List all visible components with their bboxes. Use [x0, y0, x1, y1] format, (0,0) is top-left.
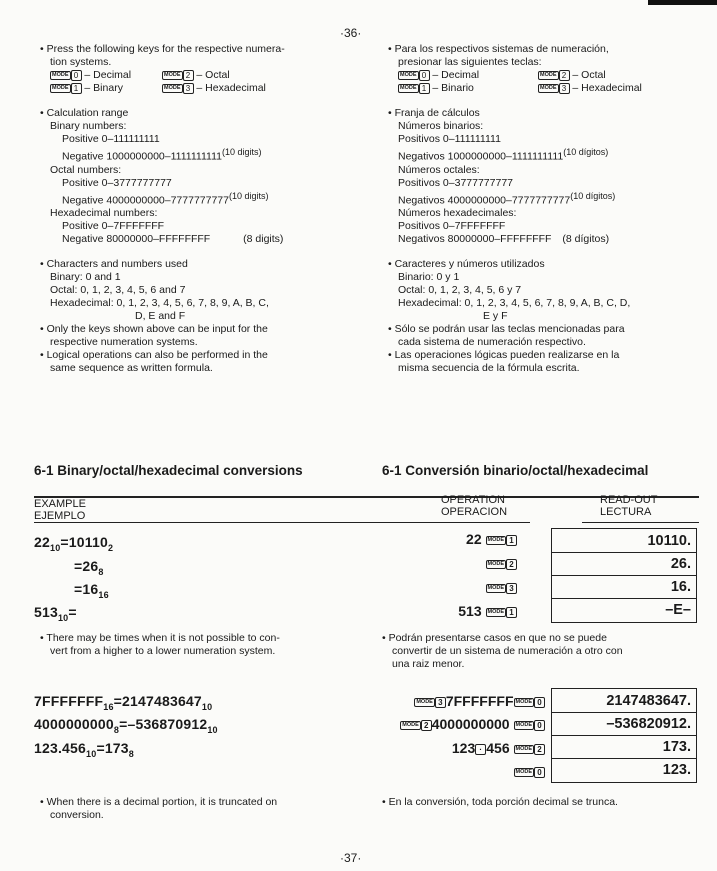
note-en: • When there is a decimal portion, it is truncated on conversion. [40, 796, 278, 821]
key-3: 3 [183, 83, 194, 94]
example-row: $513_{10}=$ [34, 604, 77, 623]
left-column: • Press the following keys for the respective numera- tion systems. MODE 0 – Decimal MODE 2 – Octal MODE 1 – Binary MODE 3 – Hexadecimal • Calculation range Binary numbers: Positive 0–111111111 Negative $1000000000-1111111111^{(10 digits)}$ Octal numbers: Positive 0–3777777777 Negative $4000000000-7777777777^{(10 digits)}$ Hexadecimal numbers: Positive 0–7FFFFFFF Negative 80000000–FFFFFFFF (8 digits) • Characters and numbers used Binary: 0 and 1 Octal: 0, 1, 2, 3, 4, 5, 6 and 7 Hexadecimal: 0, 1, 2, 3, 4, 5, 6, 7, 8, 9, A, B, C, D, E and F • Only the keys shown above can be input for the respective numeration systems. • Logical operations can also be performed in the same sequence as written formula. [40, 43, 360, 387]
col-readout: READ-OUT LECTURA [600, 494, 658, 518]
text: cada sistema de numeración respectivo. [398, 336, 586, 348]
key-0: 0 [71, 70, 82, 81]
mode-key: MODE [400, 71, 417, 78]
operation-cell: MODE 2 4000000000 MODE 0 [400, 716, 545, 732]
readout-value: –E– [665, 602, 691, 618]
text: (8 digits) [243, 233, 284, 245]
text: Characters and numbers used [46, 258, 188, 270]
page-edge-bar [648, 0, 717, 5]
example-row: $=26_8$ [74, 558, 104, 577]
text: (10 digits) [221, 147, 262, 157]
text: – Decimal [84, 69, 132, 81]
key-1: 1 [419, 83, 430, 94]
operation-cell: 513 MODE 1 [458, 603, 517, 619]
example-row: $4000000000_8=-536870912_{10}$ [34, 716, 218, 735]
text: Negative 1000000000–1111111111 [62, 150, 222, 163]
operation-cell: 22 MODE 1 [466, 531, 517, 547]
readout-value: 123. [662, 762, 691, 778]
text: (10 dígitos) [563, 147, 609, 157]
text: Positive 0–3777777777 [62, 176, 172, 189]
text: D, E and F [135, 310, 186, 322]
key-2: 2 [183, 70, 194, 81]
text: (10 digits) [229, 190, 269, 201]
text: 0, 1, 2, 3, 4, 5, 6, 7, 8, 9, A, B, C, D, [464, 297, 631, 309]
col-operation: OPERATION OPERACION [441, 494, 508, 518]
text: Positive 0–111111111 [62, 133, 160, 145]
text: 0, 1, 2, 3, 4, 5, 6, 7, 8, 9, A, B, C, [116, 297, 269, 309]
text: Hexadecimal numbers: [50, 207, 158, 219]
text: Negativos 1000000000–1111111111 [398, 150, 564, 163]
text: E y F [483, 310, 508, 322]
table-header-rule-2 [582, 522, 699, 523]
text: – Hexadecimal [572, 82, 642, 94]
text: Negative 80000000–FFFFFFFF [62, 233, 211, 245]
text: – Binario [432, 82, 474, 94]
example-row: $123.456_{10}=173_8$ [34, 740, 134, 759]
text: Positivos 0–7FFFFFFF [398, 220, 506, 232]
text: misma secuencia de la fórmula escrita. [398, 362, 580, 374]
key-0: 0 [419, 70, 430, 81]
text: Octal: 0, 1, 2, 3, 4, 5, 6 y 7 [398, 284, 522, 296]
text: respective numeration systems. [50, 336, 198, 348]
page-number-top: ·36· [340, 26, 362, 40]
readout-value: –536820912. [552, 713, 696, 736]
text: Negativos 4000000000–7777777777 [398, 194, 571, 206]
example-row: $7FFFFFFF_{16}=2147483647_{10}$ [34, 693, 213, 712]
section-title-es: 6-1 Conversión binario/octal/hexadecimal [382, 463, 649, 478]
text: – Octal [196, 69, 230, 81]
text: Positivos 0–111111111 [398, 133, 501, 145]
text: Logical operations can also be performed in the [46, 349, 268, 361]
text: Franja de cálculos [394, 107, 480, 119]
note-es: • En la conversión, toda porción decimal se trunca. [382, 796, 618, 808]
operation-cell: MODE 2 [486, 555, 518, 571]
readout-box [551, 688, 697, 783]
key-3: 3 [559, 83, 570, 94]
page-number-bottom: ·37· [340, 851, 362, 865]
mode-key: MODE [164, 71, 181, 78]
col-example: EXAMPLE EJEMPLO [34, 498, 86, 522]
mode-key: MODE [540, 71, 557, 78]
readout-value: 16. [552, 576, 696, 599]
text: – Hexadecimal [196, 82, 266, 94]
text: – Binary [84, 82, 123, 94]
text: Las operaciones lógicas pueden realizarse en la [394, 349, 620, 361]
text: Para los respectivos sistemas de numeración, [394, 43, 609, 55]
text: Números octales: [398, 163, 480, 176]
text: Positivos 0–3777777777 [398, 176, 514, 189]
text: Hexadecimal: [398, 297, 462, 309]
text: Números hexadecimales: [398, 207, 517, 219]
text: Binary numbers: [50, 120, 127, 132]
readout-value: 10110. [552, 529, 696, 553]
note-es: • Podrán presentarse casos en que no se puede convertir de un sistema de numeración a otro con una raiz menor. [382, 632, 623, 670]
operation-cell: 123 · 456 MODE 2 [452, 740, 545, 756]
readout-value: 2147483647. [552, 689, 696, 713]
text: Octal: 0, 1, 2, 3, 4, 5, 6 and 7 [50, 284, 186, 296]
text: Números binarios: [398, 120, 484, 132]
note-en: • There may be times when it is not possible to con- vert from a higher to a lower numeration system. [40, 632, 280, 657]
key-1: 1 [71, 83, 82, 94]
text: Calculation range [46, 107, 129, 119]
table-header-rule [34, 522, 530, 523]
mode-key: MODE [52, 84, 69, 91]
text: Press the following keys for the respective numera- [46, 43, 285, 55]
operation-cell: MODE 3 [486, 579, 518, 595]
text: Hexadecimal: [50, 297, 114, 309]
example-row: $=16_{16}$ [74, 581, 109, 600]
text: Binario: 0 y 1 [398, 271, 460, 283]
operation-cell: MODE 3 7FFFFFFF MODE 0 [414, 693, 545, 709]
mode-key: MODE [164, 84, 181, 91]
text: (8 dígitos) [562, 233, 610, 245]
text: Binary: 0 and 1 [50, 271, 121, 283]
text: (10 dígitos) [570, 190, 616, 201]
readout-box [551, 528, 697, 623]
text: Negative 4000000000–7777777777 [62, 194, 229, 206]
mode-key: MODE [52, 71, 69, 78]
readout-value: 173. [552, 736, 696, 759]
text: Caracteres y números utilizados [394, 258, 545, 270]
text: – Octal [572, 69, 606, 81]
text: tion systems. [50, 56, 112, 68]
operation-cell: MODE 0 [514, 763, 546, 779]
text: Negativos 80000000–FFFFFFFF [398, 233, 552, 245]
text: Only the keys shown above can be input for the [46, 323, 268, 335]
text: presionar las siguientes teclas: [398, 56, 542, 68]
mode-key: MODE [540, 84, 557, 91]
right-column: • Para los respectivos sistemas de numeración, presionar las siguientes teclas: MODE 0 – Decimal MODE 2 – Octal MODE 1 – Binario MODE 3 – Hexadecimal • Franja de cálculos Números binarios: Positivos 0–111111111 Negativos $1000000000-1111111111^{(10 dígitos)}$ Números octales: Positivos 0–3777777777 Negativos $4000000000-7777777777^{(10 dígitos)}$ Números hexadecimales: Positivos 0–7FFFFFFF Negativos 80000000–FFFFFFFF (8 dígitos) • Caracteres y números utilizados Binario: 0 y 1 Octal: 0, 1, 2, 3, 4, 5, 6 y 7 Hexadecimal: 0, 1, 2, 3, 4, 5, 6, 7, 8, 9, A, B, C, D, E y F • Sólo se podrán usar las teclas mencionadas para cada sistema de numeración respectivo. • Las operaciones lógicas pueden realizarse en la misma secuencia de la fórmula escrita. [388, 43, 708, 387]
text: same sequence as written formula. [50, 362, 213, 374]
text: – Decimal [432, 69, 480, 81]
example-row: $22_{10}=10110_2$ [34, 534, 114, 553]
readout-value: 26. [552, 553, 696, 576]
section-title-en: 6-1 Binary/octal/hexadecimal conversions [34, 463, 303, 478]
mode-key: MODE [400, 84, 417, 91]
text: Octal numbers: [50, 163, 122, 176]
key-2: 2 [559, 70, 570, 81]
text: Sólo se podrán usar las teclas mencionadas para [394, 323, 625, 335]
text: Positive 0–7FFFFFFF [62, 220, 165, 232]
